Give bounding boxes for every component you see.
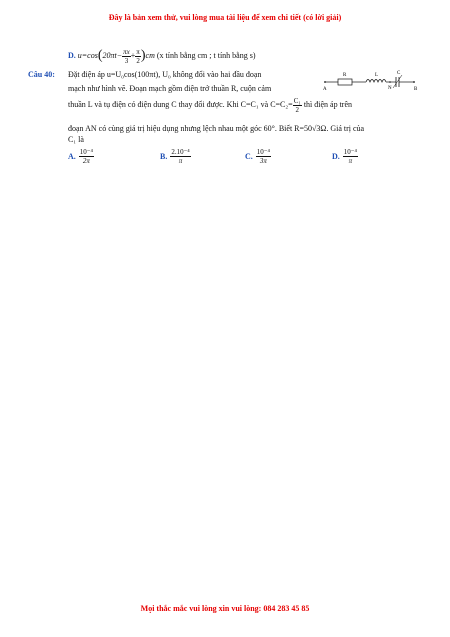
question-label: Câu 40: [28,70,55,79]
prev-note: (x tính bằng cm ; t tính bằng s) [156,51,256,60]
question-line-1: Đặt điện áp u=U₀cos(100πt), U₀ không đổi vào hai đầu đoạn [68,70,262,79]
contact-footer: Mọi thắc mắc vui lòng xin vui lòng: 084 283 45 85 [140,604,310,613]
resistor-label: R [343,73,347,78]
option-c[interactable]: C. $\frac{\text{10⁻⁴}}{3\pi}$ [245,148,270,165]
prev-frac-1: $\frac{\pi x}{3}$ [123,47,130,65]
c2-fraction: $\frac{\text{C₁}}{2}$ [293,96,301,114]
option-b[interactable]: B. $\frac{\text{2.10⁻⁴}}{\pi}$ [160,148,190,165]
prev-unit: cm [145,51,155,60]
capacitor-label: C [397,71,401,76]
option-a[interactable]: A. $\frac{\text{10⁻⁴}}{2\pi}$ [68,148,93,165]
question-line-5: C₁ là [68,135,84,144]
question-line-4: đoạn AN có cùng giá trị hiệu dụng nhưng lệch nhau một góc 60°. Biết R=50√3Ω. Giá trị của [68,124,365,133]
node-n-label: N [388,86,392,91]
question-line-2: mạch như hình vẽ. Đoạn mạch gồm điện trở thuần R, cuộn cảm [68,84,272,93]
inductor-label: L [375,73,379,78]
question-line-3: thuần L và tụ điện có điện dung C thay đổi được. Khi C=C₁ và C=C₂= $\frac{\text{C₁}}{2}$ thì điện áp trên [68,96,353,114]
preview-banner: Đây là bản xem thử, vui lòng mua tài liệu để xem chi tiết (có lời giải) [108,13,342,22]
prev-option-label: D. [68,51,76,60]
option-d[interactable]: D. $\frac{\text{10⁻⁴}}{\pi}$ [332,148,357,165]
node-b-label: B [414,87,418,92]
prev-u-eq: u=cos [77,51,98,60]
circuit-diagram [322,68,420,92]
prev-option-d: D. u=cos(20πt− $\frac{\pi x}{3}$ + $\frac{\pi}{2}$ )cm (x tính bằng cm ; t tính bằng s) [68,47,256,65]
prev-inner: 20πt− [102,51,123,60]
node-a-label: A [323,87,327,92]
prev-frac-2: $\frac{\pi}{2}$ [136,47,140,65]
